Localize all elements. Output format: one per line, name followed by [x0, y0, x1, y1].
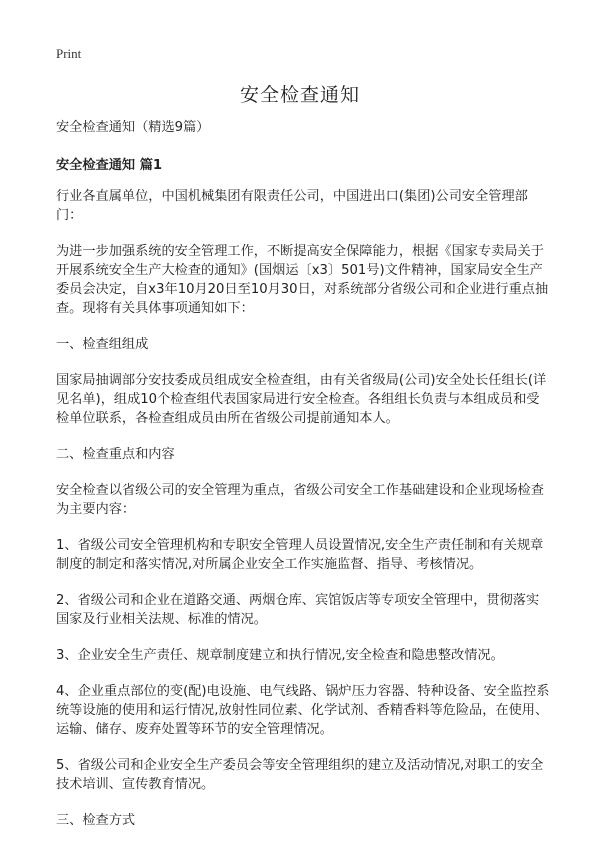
item-3-paragraph: 3、企业安全生产责任、规章制度建立和执行情况,安全检查和隐患整改情况。 [56, 648, 504, 663]
heading-method: 三、检查方式 [56, 813, 136, 828]
heading-team: 一、检查组组成 [56, 337, 149, 352]
team-paragraph: 国家局抽调部分安技委成员组成安全检查组，由有关省级局(公司)安全处长任组长(详见名单)，组成10个检查组代表国家局进行安全检查。各组组长负责与本组成员和受检单位联系，各检查组成员由所在省级公司提前通知本人。 [56, 373, 547, 426]
item-5-paragraph: 5、省级公司和企业安全生产委员会等安全管理组织的建立及活动情况,对职工的安全技术培训、宣传教育情况。 [56, 758, 544, 792]
document-subtitle: 安全检查通知（精选9篇） [56, 120, 210, 135]
focus-paragraph: 安全检查以省级公司的安全管理为重点，省级公司安全工作基础建设和企业现场检查为主要内容： [56, 483, 544, 517]
item-1-paragraph: 1、省级公司安全管理机构和专职安全管理人员设置情况,安全生产责任制和有关规章制度的制定和落实情况,对所属企业安全工作实施监督、指导、考核情况。 [56, 538, 544, 572]
intro-paragraph: 为进一步加强系统的安全管理工作，不断提高安全保障能力，根据《国家专卖局关于开展系统安全生产大检查的通知》(国烟运〔x3〕501号)文件精神，国家局安全生产委员会决定，自x3年10月20日至10月30日，对系统部分省级公司和企业进行重点抽查。现将有关具体事项通知如下： [56, 244, 549, 316]
document-title: 安全检查通知 [239, 84, 360, 106]
addressee-paragraph: 行业各直属单位，中国机械集团有限责任公司，中国进出口(集团)公司安全管理部门： [56, 189, 528, 223]
heading-focus: 二、检查重点和内容 [56, 447, 175, 462]
print-link[interactable]: Print [56, 46, 82, 61]
section-title: 安全检查通知 篇1 [56, 158, 163, 173]
document-body [56, 118, 552, 847]
item-4-paragraph: 4、企业重点部位的变(配)电设施、电气线路、锅炉压力容器、特种设备、安全监控系统等设施的使用和运行情况,放射性同位素、化学试剂、香精香料等危险品，在使用、运输、储存、废弃处置等环节的安全管理情况。 [56, 684, 550, 737]
item-2-paragraph: 2、省级公司和企业在道路交通、两烟仓库、宾馆饭店等专项安全管理中，贯彻落实国家及行业相关法规、标准的情况。 [56, 593, 540, 627]
